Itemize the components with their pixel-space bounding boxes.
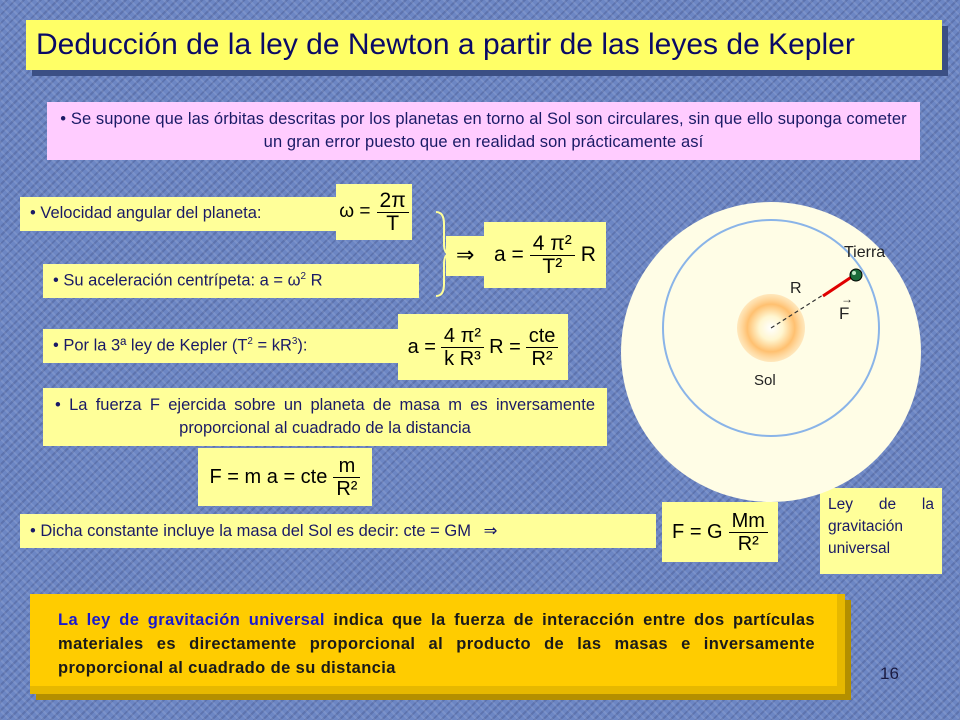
sun-label: Sol <box>754 372 776 389</box>
frac-den: T² <box>542 254 563 278</box>
force-label: F <box>839 304 850 323</box>
frac-num: m <box>333 455 360 478</box>
angular-velocity-label: • Velocidad angular del planeta: <box>20 197 350 231</box>
vector-arrow-icon: → <box>841 292 853 306</box>
centripetal-suffix: R <box>306 271 323 290</box>
kepler-formula <box>398 314 568 380</box>
angular-velocity-text: Velocidad angular del planeta: <box>40 204 262 222</box>
constant-text: Dicha constante incluye la masa del Sol es decir: cte = GM <box>40 522 471 540</box>
orbit-diagram <box>618 200 928 510</box>
exponent: 2 <box>247 336 253 347</box>
conclusion-highlight: La ley de gravitación universal <box>58 611 325 629</box>
earth-label: Tierra <box>844 244 886 261</box>
force-lhs: F = m a = cte <box>209 465 328 488</box>
implies-icon: ⇒ <box>483 522 498 540</box>
frac-num: 2π <box>377 190 409 213</box>
accel-lhs: a = <box>494 243 524 266</box>
constant-label: • Dicha constante incluye la masa del Sol es decir: cte = GM ⇒ <box>20 514 656 548</box>
accel-rhs: R <box>580 243 596 266</box>
bullet: • <box>60 110 71 128</box>
acceleration-formula <box>484 222 606 288</box>
kepler-label: • Por la 3ª ley de Kepler $(T^2 = kR^3)$: <box>43 329 403 363</box>
gravity-lhs: F = G <box>672 520 723 543</box>
force-text: La fuerza F ejercida sobre un planeta de masa m es inversamente proporcional al cuadrado de la distancia <box>69 396 595 437</box>
force-description: • La fuerza F ejercida sobre un planeta de masa m es inversamente proporcional al cuadrado de la distancia <box>43 388 607 446</box>
omega-symbol: ω <box>287 271 301 290</box>
centripetal-text: Su aceleración centrípeta: a = <box>63 271 288 290</box>
frac-num: Mm <box>729 510 768 533</box>
omega-symbol: ω = <box>339 201 371 222</box>
intro-box <box>47 102 920 160</box>
kepler-mid: R = <box>489 335 521 358</box>
exponent: 2 <box>300 271 307 282</box>
angular-velocity-formula <box>336 184 412 240</box>
kepler-middle: = kR <box>252 336 292 355</box>
earth-icon <box>850 269 862 281</box>
radius-label: R <box>790 280 802 297</box>
force-formula <box>198 448 372 506</box>
frac-num: 4 π² <box>441 325 484 348</box>
kepler-text: Por la 3ª ley de Kepler (T <box>63 336 248 355</box>
frac-den: R² <box>336 477 358 500</box>
earth-highlight <box>852 271 856 275</box>
intro-text: Se supone que las órbitas descritas por los planetas en torno al Sol son circulares, sin que ello suponga cometer un gran error puesto que en realidad son prácticamente así <box>70 110 907 151</box>
frac-den: R² <box>737 532 759 555</box>
frac-den: T <box>386 211 400 235</box>
kepler-end: ): <box>297 336 308 355</box>
implies-icon: ⇒ <box>446 236 486 276</box>
frac-num: 4 π² <box>530 233 575 256</box>
frac-den: k R³ <box>444 347 481 370</box>
conclusion-text: indica que la fuerza de interacción entre dos partículas materiales es directamente proporcional al producto de las masas e inversamente proporcional al cuadrado de su distancia <box>58 611 816 677</box>
kepler-lhs: a = <box>407 335 436 358</box>
frac-den: R² <box>531 347 553 370</box>
centripetal-label: • Su aceleración centrípeta: $a = \omega^2$ R <box>43 264 419 298</box>
page-number: 16 <box>880 664 899 683</box>
gravitation-formula <box>662 502 778 562</box>
universal-gravitation-label: Ley de la gravitación universal <box>820 488 942 574</box>
exponent: 3 <box>291 336 298 347</box>
frac-num: cte <box>526 325 559 348</box>
conclusion-box <box>30 594 845 694</box>
slide-title: Deducción de la ley de Newton a partir de las leyes de Kepler <box>26 20 942 70</box>
